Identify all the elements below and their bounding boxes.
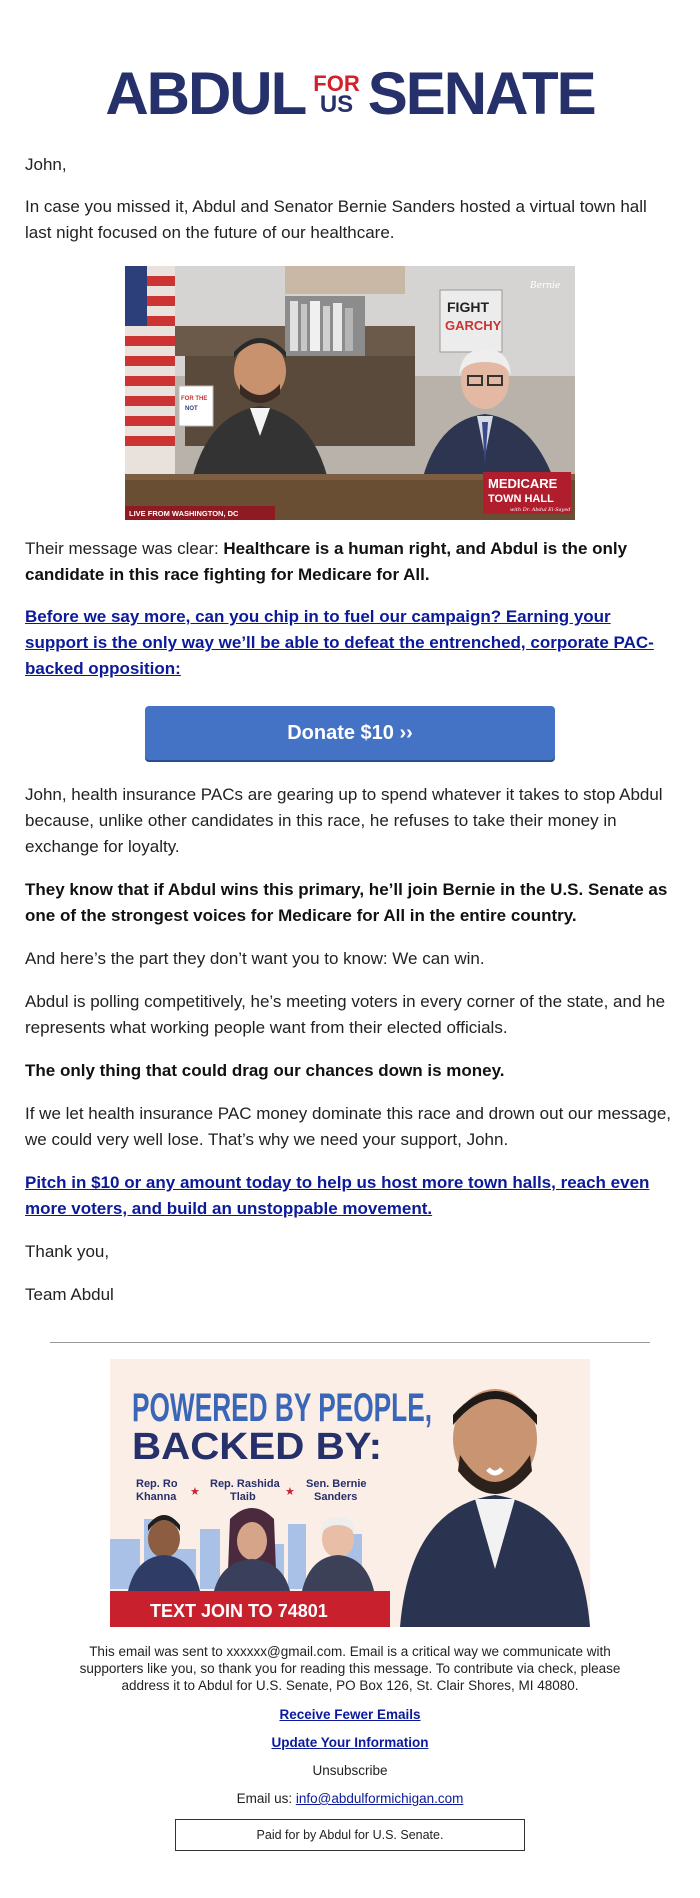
left-sign-text-2: NOT — [185, 406, 198, 412]
cta-paragraph-1 — [25, 604, 675, 682]
logo-us: US — [319, 91, 354, 118]
townhall-text: TOWN HALL — [488, 493, 554, 505]
endorsement-banner-art — [110, 1359, 590, 1627]
message-lead: Their message was clear: — [25, 539, 224, 558]
know-paragraph: They know that if Abdul wins this primary, he’ll join Bernie in the U.S. Senate as one of the strongest voices for Medicare for All in the entire country. — [25, 880, 668, 925]
star-2: ★ — [285, 1486, 295, 1498]
update-information-link[interactable]: Update Your Information — [271, 1735, 429, 1750]
rep2-line-b: Tlaib — [230, 1491, 256, 1503]
banner-line-1: POWERED BY PEOPLE, — [132, 1386, 432, 1430]
rep3-line-b: Sanders — [314, 1491, 358, 1503]
logo-senate: SENATE — [367, 60, 595, 127]
unsubscribe-link[interactable]: Unsubscribe — [312, 1763, 388, 1778]
donate-cta-link-1[interactable]: Before we say more, can you chip in to fuel our campaign? Earning your support is the only way we’ll be able to defeat the entrenched, corporate PAC-backed opposition: — [25, 607, 654, 678]
left-sign — [179, 386, 213, 426]
receive-fewer-emails-link[interactable]: Receive Fewer Emails — [279, 1707, 421, 1722]
polling-paragraph: Abdul is polling competitively, he’s meeting voters in every corner of the state, and he represents what working people want from their elected officials. — [25, 992, 666, 1037]
message-bold: Healthcare is a human right, and Abdul is the only candidate in this race fighting for Medicare for All. — [25, 539, 628, 584]
greeting: John, — [25, 155, 67, 174]
rep1-line-a: Rep. Ro — [136, 1478, 178, 1490]
donate-10-button[interactable]: Donate $10 ›› — [145, 706, 555, 760]
logo-for: FOR — [313, 71, 360, 96]
footer-recipient-email: xxxxxx@gmail.com — [226, 1644, 343, 1659]
money-paragraph: The only thing that could drag our chances down is money. — [25, 1061, 505, 1080]
star-1: ★ — [190, 1486, 200, 1498]
donate-button-wrap — [0, 706, 700, 760]
rep1-line-b: Khanna — [136, 1491, 177, 1503]
medicare-badge — [483, 472, 571, 514]
cta-paragraph-2 — [25, 1170, 675, 1222]
logo-abdul: ABDUL — [105, 60, 306, 127]
thanks-line: Thank you, — [25, 1242, 110, 1261]
win-paragraph: And here’s the part they don’t want you to know: We can win. — [25, 949, 485, 968]
banner-line-2: BACKED BY: — [132, 1426, 382, 1468]
text-join-label: TEXT JOIN TO 74801 — [150, 1601, 328, 1621]
paid-for-box: Paid for by Abdul for U.S. Senate. — [175, 1819, 525, 1851]
live-label: LIVE FROM WASHINGTON, DC — [129, 509, 239, 518]
email-us-line — [0, 1790, 700, 1807]
town-hall-illustration — [125, 266, 575, 520]
fight-sign-text-1: FIGHT — [447, 299, 489, 315]
town-hall-photo[interactable] — [125, 266, 575, 520]
fight-sign — [440, 290, 502, 352]
message-paragraph — [25, 536, 675, 588]
lose-paragraph: If we let health insurance PAC money dominate this race and drown out our message, we could very well lose. That’s why we need your support, John. — [25, 1104, 672, 1149]
pacs-paragraph: John, health insurance PACs are gearing up to spend whatever it takes to stop Abdul because, unlike other candidates in this race, he refuses to take their money in exchange for loyalty. — [25, 785, 663, 856]
bernie-logo-text: Bernie — [530, 281, 561, 291]
footer-disclaimer — [70, 1643, 630, 1694]
donate-cta-link-2[interactable]: Pitch in $10 or any amount today to help us host more town halls, reach even more voters, and build an unstoppable movement. — [25, 1173, 650, 1218]
footer — [0, 1643, 700, 1851]
footer-sent-rest: . Email is a critical way we communicate with supporters like you, so thank you for reading this message. To contribute via check, please address it to Abdul for U.S. Senate, PO Box 126, St. Clair Shores, MI 48080. — [79, 1644, 621, 1693]
signoff-line: Team Abdul — [25, 1285, 114, 1304]
intro-paragraph: In case you missed it, Abdul and Senator Bernie Sanders hosted a virtual town hall last night focused on the future of our healthcare. — [25, 197, 647, 242]
email-us-link[interactable]: info@abdulformichigan.com — [295, 1791, 464, 1806]
fight-sign-text-2: GARCHY — [445, 318, 502, 333]
footer-sent-prefix: This email was sent to — [89, 1644, 227, 1659]
flag — [125, 266, 175, 486]
left-sign-text: FOR THE — [181, 396, 208, 402]
campaign-logo — [0, 0, 700, 128]
endorsement-banner[interactable] — [110, 1359, 590, 1627]
rep2-line-a: Rep. Rashida — [210, 1478, 280, 1490]
townhall-sub-text: with Dr. Abdul El-Sayed — [510, 507, 571, 513]
email-us-label: Email us: — [236, 1791, 296, 1806]
rep3-line-a: Sen. Bernie — [306, 1478, 367, 1490]
medicare-text: MEDICARE — [488, 476, 558, 491]
bookshelf — [285, 296, 365, 356]
